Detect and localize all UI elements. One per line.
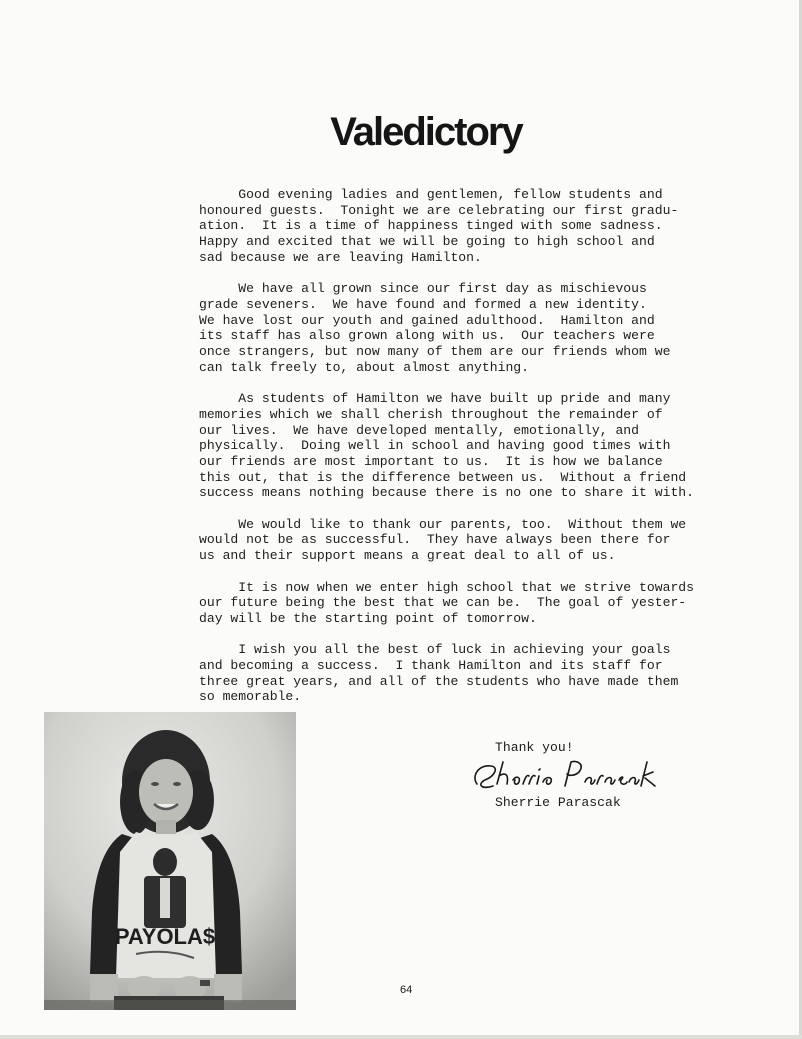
paragraph-6: I wish you all the best of luck in achieving your goals and becoming a success. I thank Hamilton and its staff for three great years, and all of the students who have made them so memorable. <box>199 642 679 705</box>
student-photo <box>44 712 296 1010</box>
paragraph-4: We would like to thank our parents, too. Without them we would not be as successful. They have always been there for us and their support means a great deal to all of us. <box>199 516 687 564</box>
paragraph-3: As students of Hamilton we have built up pride and many memories which we shall cherish throughout the remainder of our lives. We have developed mentally, emotionally, and physically. Doing well in school and having good times with our friends are most important to us. It is how we balance this out, that is the difference between us. Without a friend success means nothing because there is no one to share it with. <box>199 391 695 501</box>
closing-block <box>495 740 695 810</box>
speech-body <box>199 187 709 721</box>
paragraph-5: It is now when we enter high school that we strive towards our future being the best that we can be. The goal of yester- day will be the starting point of tomorrow. <box>199 579 695 626</box>
signer-name: Sherrie Parascak <box>495 795 621 810</box>
shirt-print-text: PAYOLA$ <box>114 924 216 949</box>
page-edge-bottom <box>0 1035 802 1039</box>
handwritten-signature <box>469 754 659 794</box>
page-title: Valedictory <box>330 110 522 154</box>
closing-thanks: Thank you! <box>495 740 574 755</box>
paragraph-1: Good evening ladies and gentlemen, fellow students and honoured guests. Tonight we are celebrating our first gradu- ation. It is a time of happiness tinged with some sadness. Happy and excited that we will be going to high school and sad because we are leaving Hamilton. <box>199 187 679 265</box>
paragraph-2: We have all grown since our first day as mischievous grade seveners. We have found and formed a new identity. We have lost our youth and gained adulthood. Hamilton and its staff has also grown along with us. Our teachers were once strangers, but now many of them are our friends whom we can talk freely to, about almost anything. <box>199 281 671 375</box>
page-number: 64 <box>400 984 413 996</box>
